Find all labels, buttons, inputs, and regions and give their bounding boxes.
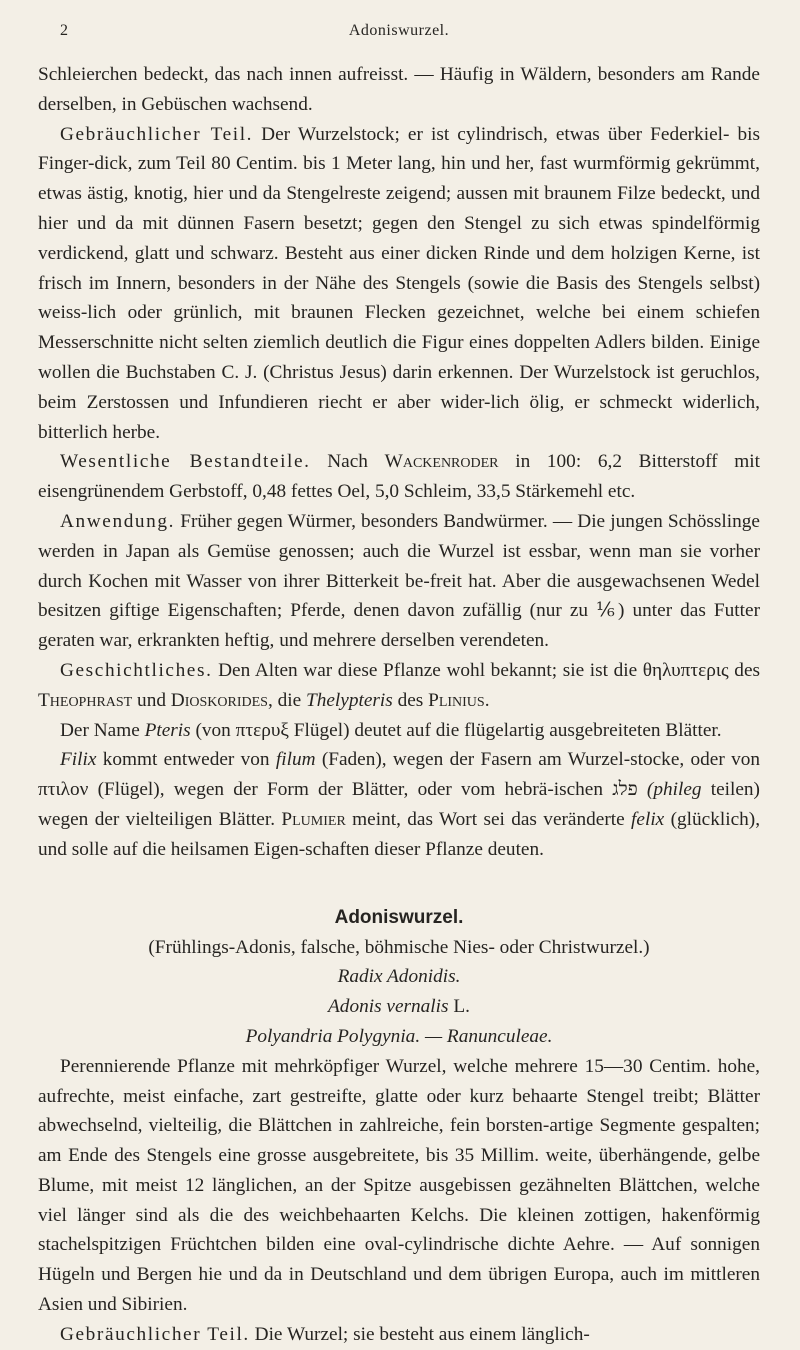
page-header	[38, 22, 760, 46]
latin-term: Pteris	[144, 719, 191, 741]
paragraph-text: .	[484, 689, 490, 711]
page-body	[38, 60, 760, 1350]
paragraph-text: des	[392, 689, 429, 711]
paragraph-text: und	[132, 689, 171, 711]
paragraph-text: (von πτερυξ Flügel) deutet auf die flügelartig ausgebreiteten Blätter.	[190, 719, 722, 741]
paragraph-text: meint, das Wort sei das veränderte	[345, 808, 632, 830]
paragraph-text: Die Wurzel; sie besteht aus einem länglich-	[249, 1323, 590, 1345]
paragraph-application	[38, 507, 760, 656]
paragraph-part-used	[38, 120, 760, 448]
section-synonyms: (Frühlings-Adonis, falsche, böhmische Nies- oder Christwurzel.)	[148, 936, 650, 958]
page-number: 2	[60, 22, 68, 39]
latin-term: felix	[631, 808, 665, 830]
section-species	[38, 992, 760, 1022]
author-name: Dioskorides	[170, 689, 268, 711]
paragraph-description: Perennierende Pflanze mit mehrköpfiger Wurzel, welche mehrere 15—30 Centim. hohe, aufrechte, meist einfache, zart gestreifte, glatte oder kurz behaarte Stengel treibt; Blätter abwechselnd, vielteilig, die Blättchen in zahlreiche, fein borsten-artige Segmente gespalten; am Ende des Stengels eine grosse ausgebreitete, bis 35 Millim. weite, überhängende, gelbe Blume, mit meist 12 länglichen, an der Spitze ausgebissen gezähnelten Blättchen, welche viel länger sind als die des weichbehaarten Kelchs. Die kleinen zottigen, hakenförmig stachelspitzigen Früchtchen bilden eine oval-cylindrische dichte Aehre. — Auf sonnigen Hügeln und Bergen hie und da in Deutschland und dem übrigen Europa, auch im mittleren Asien und Sibirien.	[38, 1055, 760, 1316]
paragraph-text: Nach	[310, 451, 385, 473]
paragraph-text: Der Wurzelstock; er ist cylindrisch, etwas über Federkiel- bis Finger-dick, zum Teil 80 Centim. bis 1 Meter lang, hin und her, fast wurmförmig gekrümmt, etwas ästig, knotig, hier und da Stengelreste zeigend; aussen mit braunem Filze bedeckt, und hier und da mit dünnen Fasern besetzt; gegen den Stengel zu sich etwas spindelförmig verdickend, glatt und schwarz. Besteht aus einer dicken Rinde und dem holzigen Kerne, ist frisch im Innern, besonders in der Nähe des Stengels (sowie die Basis des Stengels selbst) weiss-lich oder grünlich, mit braunen Flecken gezeichnet, welche bei einem schiefen Messerschnitte nicht selten ziemlich deutlich die Figur eines doppelten Adlers bilden. Einige wollen die Buchstaben C. J. (Christus Jesus) darin erkennen. Der Wurzelstock ist geruchlos, beim Zerstossen und Infundieren riecht er aber wider-lich ölig, er schmeckt widerlich, bitterlich herbe.	[38, 123, 760, 443]
paragraph-constituents	[38, 447, 760, 507]
paragraph-lead: Gebräuchlicher Teil.	[60, 123, 254, 145]
paragraph-lead: Anwendung.	[60, 510, 176, 532]
paragraph-text: Den Alten war diese Pflanze wohl bekannt; sie ist die θηλυπτερις des	[212, 659, 760, 681]
paragraph-history	[38, 656, 760, 716]
latin-term: Filix	[60, 749, 97, 771]
author-name: Plinius	[428, 689, 485, 711]
paragraph-continuation: Schleierchen bedeckt, das nach innen aufreisst. — Häufig in Wäldern, besonders am Rande derselben, in Gebüschen wachsend.	[38, 64, 760, 115]
paragraph-lead: Gebräuchlicher Teil.	[60, 1323, 250, 1345]
paragraph-text: , die	[267, 689, 306, 711]
latin-term: Thelypteris	[305, 689, 393, 711]
paragraph-part-used-adonis	[38, 1320, 760, 1350]
section-classification: Polyandria Polygynia. — Ranunculeae.	[245, 1025, 553, 1047]
author-name: Wackenroder	[384, 451, 499, 473]
paragraph-name-filix	[38, 745, 760, 864]
section-title: Adoniswurzel.	[334, 906, 464, 928]
latin-term: (phileg	[646, 779, 702, 801]
paragraph-text: (Faden), wegen der Fasern am Wurzel-stocke, oder von πτιλον (Flügel), wegen der Form der Blätter, oder vom hebrä-ischen פלג	[38, 749, 760, 801]
paragraph-lead: Wesentliche Bestandteile.	[60, 451, 311, 473]
paragraph-text: teilen) wegen der vielteiligen Blätter.	[38, 779, 760, 830]
paragraph-text: in 100: 6,2 Bitterstoff mit eisengrünendem Gerbstoff, 0,48 fettes Oel, 5,0 Schleim, 33,5 Stärkemehl etc.	[38, 451, 760, 503]
species-name: Adonis vernalis	[328, 996, 449, 1018]
section-drug-name: Radix Adonidis.	[337, 966, 461, 988]
paragraph-name-pteris	[38, 716, 760, 746]
species-author: L.	[448, 996, 470, 1018]
paragraph-text: (glücklich), und solle auf die heilsamen Eigen-schaften dieser Pflanze deuten.	[38, 808, 761, 860]
paragraph-text: Früher gegen Würmer, besonders Bandwürmer. — Die jungen Schösslinge werden in Japan als Gemüse genossen; auch die Wurzel ist essbar, wenn man sie vorher durch Kochen mit Wasser von ihrer Bitterkeit be-freit hat. Aber die ausgewachsenen Wedel besitzen giftige Eigenschaften; Pferde, denen davon zufällig (nur zu ⅙) unter das Futter geraten war, erkrankten heftig, und mehrere derselben verendeten.	[38, 510, 760, 652]
paragraph-text: Der Name	[60, 719, 145, 741]
running-title: Adoniswurzel.	[348, 22, 450, 39]
author-name: Theophrast	[38, 689, 133, 711]
paragraph-text: kommt entweder von	[96, 749, 276, 771]
paragraph-lead: Geschichtliches.	[60, 659, 213, 681]
latin-term: filum	[275, 749, 316, 771]
author-name: Plumier	[281, 808, 346, 830]
